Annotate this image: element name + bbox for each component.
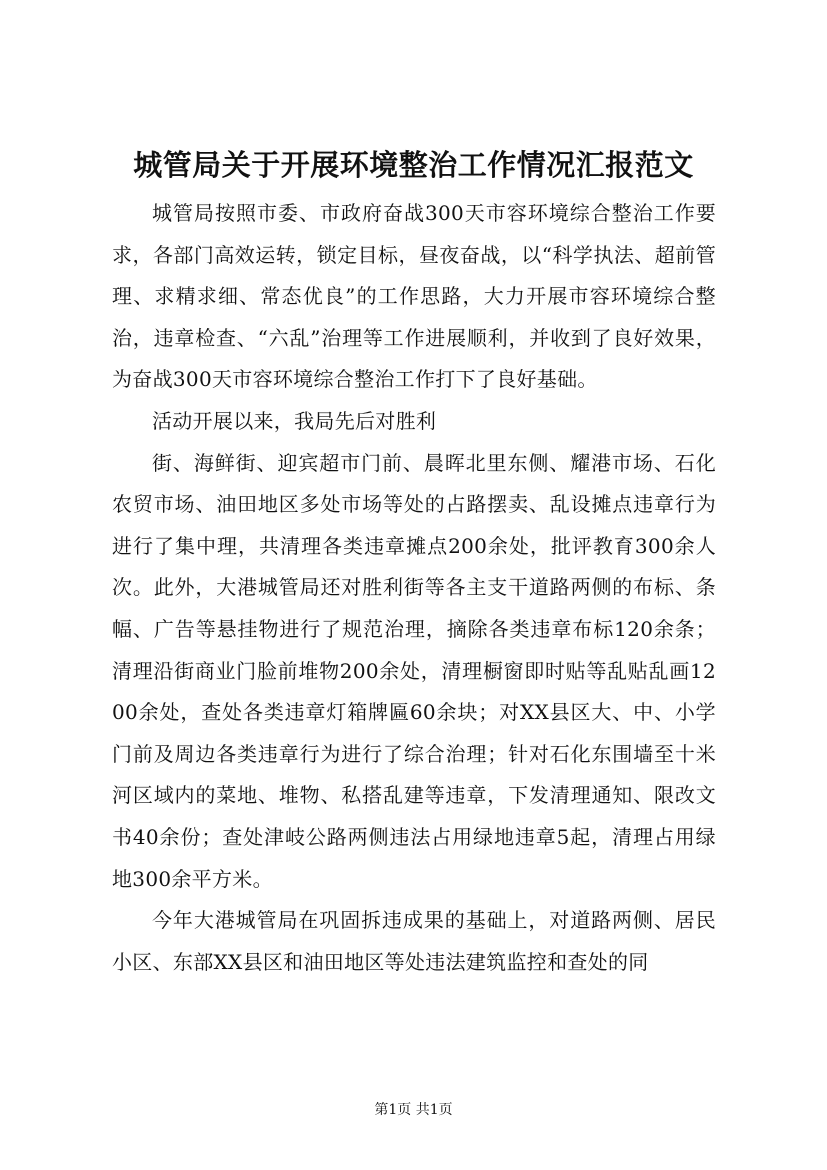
paragraph-demolition: 今年大港城管局在巩固拆违成果的基础上，对道路两侧、居民小区、东部XX县区和油田地区等处违法建筑监控和查处的同 [112,908,716,974]
document-title: 城管局关于开展环境整治工作情况汇报范文 [133,148,694,182]
page-number: 第1页 共1页 [374,1102,453,1118]
paragraph-intro: 城管局按照市委、市政府奋战300天市容环境综合整治工作要求，各部门高效运转，锁定目标，昼夜奋战，以“科学执法、超前管理、求精求细、常态优良”的工作思路，大力开展市容环境综合整治，违章检查、“六乱”治理等工作进展顺利，并收到了良好效果，为奋战300天市容环境综合整治工作打下了良好基础。 [112,201,716,392]
paragraph-activity-start: 活动开展以来，我局先后对胜利 [152,408,437,433]
paragraph-cleanup-details: 街、海鲜街、迎宾超市门前、晨晖北里东侧、耀港市场、石化农贸市场、油田地区多处市场等处的占路摆卖、乱设摊点违章行为进行了集中理，共清理各类违章摊点200余处，批评教育300余人次。此外，大港城管局还对胜利街等各主支干道路两侧的布标、条幅、广告等悬挂物进行了规范治理，摘除各类违章布标120余条；清理沿街商业门脸前堆物200余处，清理橱窗即时贴等乱贴乱画1200余处，查处各类违章灯箱牌匾60余块；对XX县区大、中、小学门前及周边各类违章行为进行了综合治理；针对石化东围墙至十米河区域内的菜地、堆物、私搭乱建等违章，下发清理通知、限改文书40余份；查处津岐公路两侧违法占用绿地违章5起，清理占用绿地300余平方米。 [112,450,716,891]
document-body [112,193,716,983]
